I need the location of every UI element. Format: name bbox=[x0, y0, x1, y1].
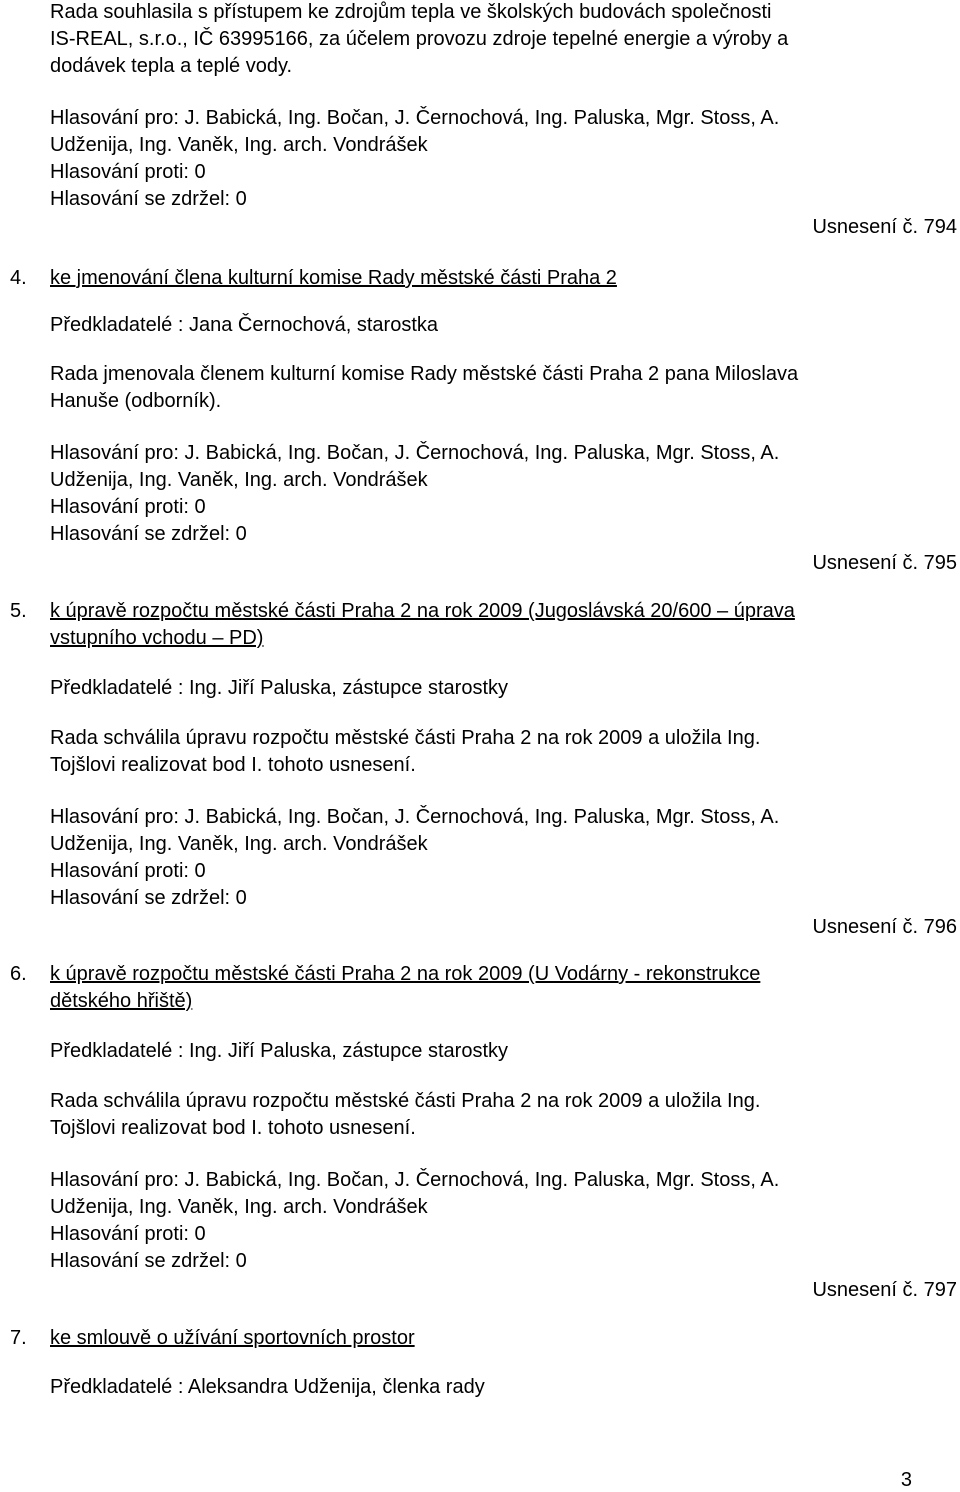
resolution-number: Usnesení č. 794 bbox=[812, 216, 957, 238]
intro-line-2: IS-REAL, s.r.o., IČ 63995166, za účelem provozu zdroje tepelné energie a výroby a bbox=[50, 28, 789, 50]
vote-proti: Hlasování proti: 0 bbox=[50, 1223, 206, 1245]
vote-zdrzel: Hlasování se zdržel: 0 bbox=[50, 188, 247, 210]
vote-proti: Hlasování proti: 0 bbox=[50, 860, 206, 882]
presenter: Předkladatelé : Jana Černochová, starostka bbox=[50, 314, 438, 336]
resolution-number: Usnesení č. 796 bbox=[812, 916, 957, 938]
item-text-line: Hanuše (odborník). bbox=[50, 390, 222, 412]
item-text-line: Tojšlovi realizovat bod I. tohoto usnesení. bbox=[50, 754, 416, 776]
item-text-line: Rada jmenovala členem kulturní komise Rady městské části Praha 2 pana Miloslava bbox=[50, 363, 799, 385]
vote-pro: Hlasování pro: J. Babická, Ing. Bočan, J. Černochová, Ing. Paluska, Mgr. Stoss, A. bbox=[50, 107, 780, 129]
presenter: Předkladatelé : Ing. Jiří Paluska, zástupce starostky bbox=[50, 677, 508, 699]
vote-pro: Hlasování pro: J. Babická, Ing. Bočan, J. Černochová, Ing. Paluska, Mgr. Stoss, A. bbox=[50, 1169, 780, 1191]
intro-line-1: Rada souhlasila s přístupem ke zdrojům tepla ve školských budovách společnosti bbox=[50, 1, 772, 23]
vote-proti: Hlasování proti: 0 bbox=[50, 496, 206, 518]
vote-pro-cont: Udženija, Ing. Vaněk, Ing. arch. Vondrášek bbox=[50, 1196, 428, 1218]
item-title: dětského hřiště) bbox=[50, 990, 193, 1012]
item-number: 5. bbox=[10, 600, 27, 622]
item-number: 7. bbox=[10, 1327, 27, 1349]
item-text-line: Tojšlovi realizovat bod I. tohoto usnesení. bbox=[50, 1117, 416, 1139]
vote-pro-cont: Udženija, Ing. Vaněk, Ing. arch. Vondrášek bbox=[50, 833, 428, 855]
vote-zdrzel: Hlasování se zdržel: 0 bbox=[50, 523, 247, 545]
item-text-line: Rada schválila úpravu rozpočtu městské části Praha 2 na rok 2009 a uložila Ing. bbox=[50, 727, 761, 749]
resolution-number: Usnesení č. 797 bbox=[812, 1279, 957, 1301]
vote-pro: Hlasování pro: J. Babická, Ing. Bočan, J. Černochová, Ing. Paluska, Mgr. Stoss, A. bbox=[50, 442, 780, 464]
item-number: 4. bbox=[10, 267, 27, 289]
presenter: Předkladatelé : Ing. Jiří Paluska, zástupce starostky bbox=[50, 1040, 508, 1062]
item-title: vstupního vchodu – PD) bbox=[50, 627, 264, 649]
item-number: 6. bbox=[10, 963, 27, 985]
vote-proti: Hlasování proti: 0 bbox=[50, 161, 206, 183]
vote-pro-cont: Udženija, Ing. Vaněk, Ing. arch. Vondrášek bbox=[50, 134, 428, 156]
item-title: ke jmenování člena kulturní komise Rady městské části Praha 2 bbox=[50, 267, 617, 289]
presenter: Předkladatelé : Aleksandra Udženija, členka rady bbox=[50, 1376, 485, 1398]
item-text-line: Rada schválila úpravu rozpočtu městské části Praha 2 na rok 2009 a uložila Ing. bbox=[50, 1090, 761, 1112]
resolution-number: Usnesení č. 795 bbox=[812, 552, 957, 574]
vote-pro: Hlasování pro: J. Babická, Ing. Bočan, J. Černochová, Ing. Paluska, Mgr. Stoss, A. bbox=[50, 806, 780, 828]
intro-line-3: dodávek tepla a teplé vody. bbox=[50, 55, 293, 77]
item-title: ke smlouvě o užívání sportovních prostor bbox=[50, 1327, 415, 1349]
vote-zdrzel: Hlasování se zdržel: 0 bbox=[50, 887, 247, 909]
item-title: k úpravě rozpočtu městské části Praha 2 na rok 2009 (Jugoslávská 20/600 – úprava bbox=[50, 600, 795, 622]
vote-pro-cont: Udženija, Ing. Vaněk, Ing. arch. Vondrášek bbox=[50, 469, 428, 491]
page-number: 3 bbox=[900, 1469, 912, 1491]
item-title: k úpravě rozpočtu městské části Praha 2 na rok 2009 (U Vodárny - rekonstrukce bbox=[50, 963, 761, 985]
vote-zdrzel: Hlasování se zdržel: 0 bbox=[50, 1250, 247, 1272]
